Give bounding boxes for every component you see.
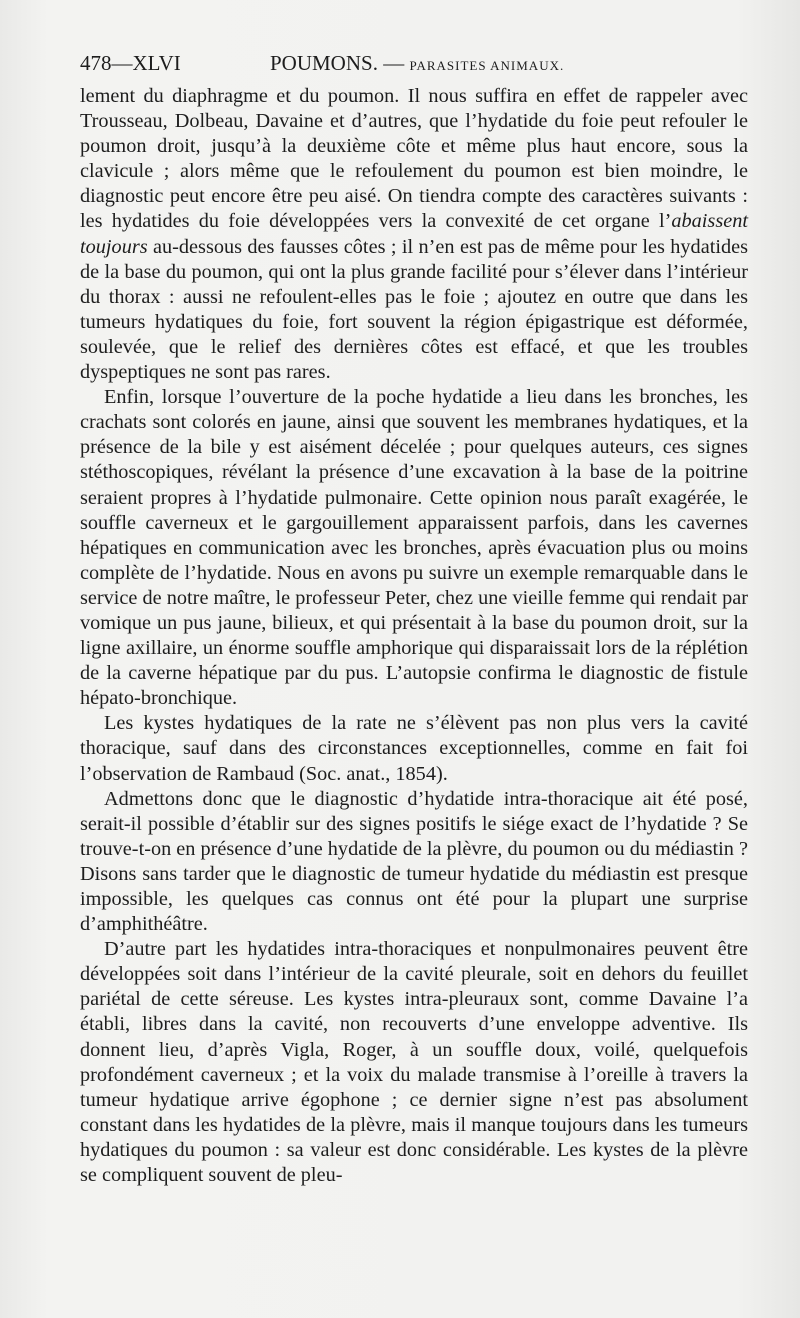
paragraph-1-text-after: au-dessous des fausses côtes ; il n’en est pas de même pour les hydatides de la base du poumon, qui ont la plus grande facilité pour s’élever dans l’intérieur du thorax : aussi ne refoulent-elles pas le foie ; ajoutez en outre que dans les tumeurs hydatiques du foie, fort souvent la région épigastrique est déformée, soulevée, que le relief des dernières côtes est effacé, et que les troubles dyspeptiques ne sont pas rares.	[80, 235, 748, 384]
running-title	[270, 48, 564, 81]
paragraph-3: Les kystes hydatiques de la rate ne s’élèvent pas non plus vers la cavité thoracique, sauf dans des circonstances exceptionnelles, comme en fait foi l’observation de Rambaud (Soc. anat., 1854).	[80, 712, 748, 785]
paragraph-1	[80, 84, 748, 385]
paragraph-2: Enfin, lorsque l’ouverture de la poche hydatide a lieu dans les bronches, les crachats sont colorés en jaune, ainsi que souvent les membranes hydatiques, et la présence de la bile y est aisément décelée ; pour quelques auteurs, ces signes stéthoscopiques, révélant la présence d’une excavation à la base de la poitrine seraient propres à l’hydatide pulmonaire. Cette opinion nous paraît exagérée, le souffle caverneux et le gargouillement apparaissent parfois, dans les cavernes hépatiques en communication avec les bronches, après évacuation plus ou moins complète de l’hydatide. Nous en avons pu suivre un exemple remarquable dans le service de notre maître, le professeur Peter, chez une vieille femme qui rendait par vomique un pus jaune, bilieux, et qui présentait à la base du poumon droit, sur la ligne axillaire, un énorme souffle amphorique qui disparaissait lors de la réplétion de la caverne hépatique par du pus. L’autopsie confirma le diagnostic de fistule hépato-bronchique.	[80, 386, 748, 710]
paragraph-1-italic-phrase: abaissent toujours	[80, 210, 748, 258]
page-number: 478—XLVI	[80, 51, 181, 75]
running-header	[80, 48, 750, 78]
body-text	[80, 84, 748, 1188]
chapter-title: POUMONS. —	[270, 51, 405, 75]
paragraph-5: D’autre part les hydatides intra-thoraciques et nonpulmonaires peuvent être développées soit dans l’intérieur de la cavité pleurale, soit en dehors du feuillet pariétal de cette séreuse. Les kystes intra-pleuraux sont, comme Davaine l’a établi, libres dans la cavité, non recouverts d’une enveloppe adventive. Ils donnent lieu, d’après Vigla, Roger, à un souffle doux, voilé, quelquefois profondément caverneux ; et la voix du malade transmise à l’oreille à travers la tumeur hydatique arrive égophone ; ce dernier signe n’est pas absolument constant dans les hydatides de la plèvre, mais il manque toujours dans les tumeurs hydatiques du poumon : sa valeur est donc considérable. Les kystes de la plèvre se compliquent souvent de pleu-	[80, 938, 748, 1187]
paragraph-1-text-before: lement du diaphragme et du poumon. Il nous suffira en effet de rappeler avec Trousseau, Dolbeau, Davaine et d’autres, que l’hydatide du foie peut refouler le poumon droit, jusqu’à la deuxième côte et même plus haut encore, sous la clavicule ; alors même que le refoulement du poumon est bien moindre, le diagnostic peut encore être peu aisé. On tiendra compte des caractères suivants : les hydatides du foie développées vers la convexité de cet organe l’	[80, 85, 748, 233]
paragraph-4: Admettons donc que le diagnostic d’hydatide intra-thoracique ait été posé, serait-il possible d’établir sur des signes positifs le siége exact de l’hydatide ? Se trouve-t-on en présence d’une hydatide de la plèvre, du poumon ou du médiastin ? Disons sans tarder que le diagnostic de tumeur hydatide du médiastin est presque impossible, les quelques cas connus ont été pour la plupart une surprise d’amphithéâtre.	[80, 787, 748, 936]
section-subtitle: PARASITES ANIMAUX.	[409, 58, 565, 73]
